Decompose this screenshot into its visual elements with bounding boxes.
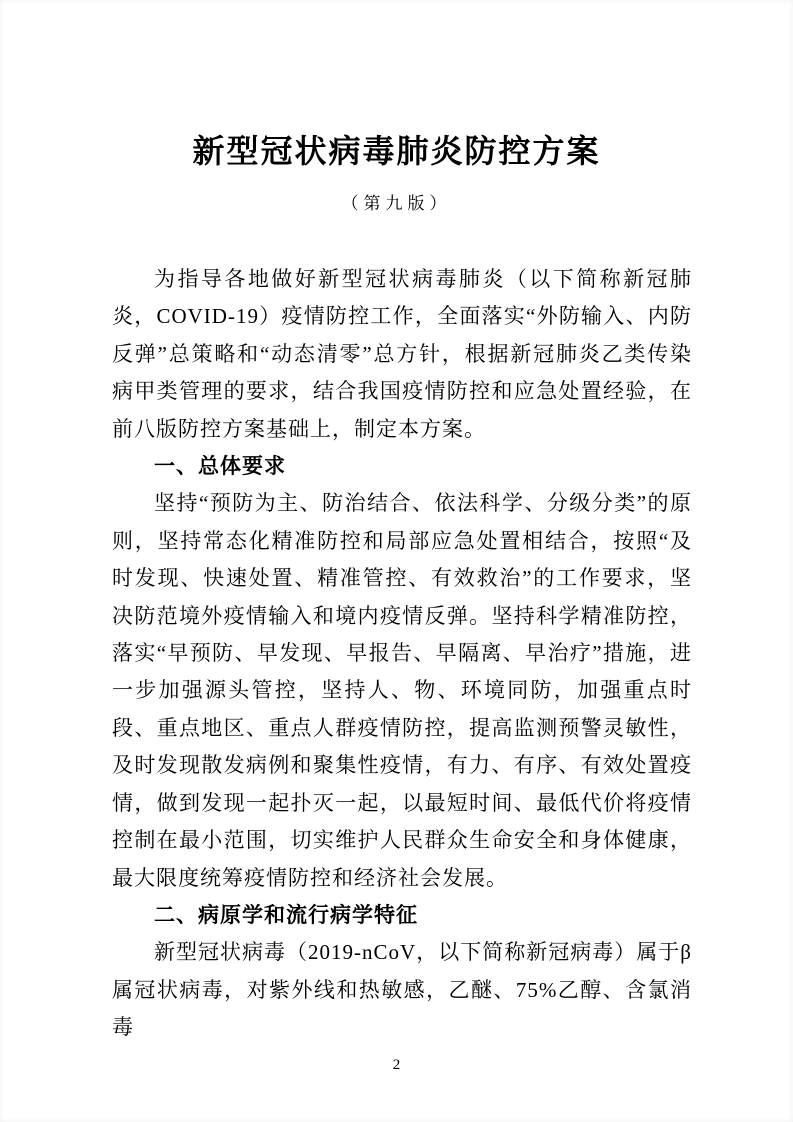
etiology-paragraph: 新型冠状病毒（2019-nCoV，以下简称新冠病毒）属于β属冠状病毒，对紫外线和热敏感，乙醚、75%乙醇、含氯消毒 [112,940,692,1040]
document-title: 新型冠状病毒肺炎防控方案 [192,133,601,169]
section-heading-etiology-epidemiology: 二、病原学和流行病学特征 [154,903,418,927]
overall-requirements-paragraph: 坚持“预防为主、防治结合、依法科学、分级分类”的原则，坚持常态化精准防控和局部应急处置相结合，按照“及时发现、快速处置、精准管控、有效救治”的工作要求，坚决防范境外疫情输入和境内疫情反弹。坚持科学精准防控，落实“早预防、早发现、早报告、早隔离、早治疗”措施，进一步加强源头管控，坚持人、物、环境同防，加强重点时段、重点地区、重点人群疫情防控，提高监测预警灵敏性，及时发现散发病例和聚集性疫情，有力、有序、有效处置疫情，做到发现一起扑灭一起，以最短时间、最低代价将疫情控制在最小范围，切实维护人民群众生命安全和身体健康，最大限度统筹疫情防控和经济社会发展。 [112,491,692,890]
document-body [112,261,692,1047]
section-heading-overall-requirements: 一、总体要求 [154,455,286,479]
document-subtitle: （第九版） [341,194,452,213]
page-number: 2 [392,1057,401,1073]
intro-paragraph: 为指导各地做好新型冠状病毒肺炎（以下简称新冠肺炎，COVID-19）疫情防控工作，全面落实“外防输入、内防反弹”总策略和“动态清零”总方针，根据新冠肺炎乙类传染病甲类管理的要求，结合我国疫情防控和应急处置经验，在前八版防控方案基础上，制定本方案。 [112,267,692,441]
